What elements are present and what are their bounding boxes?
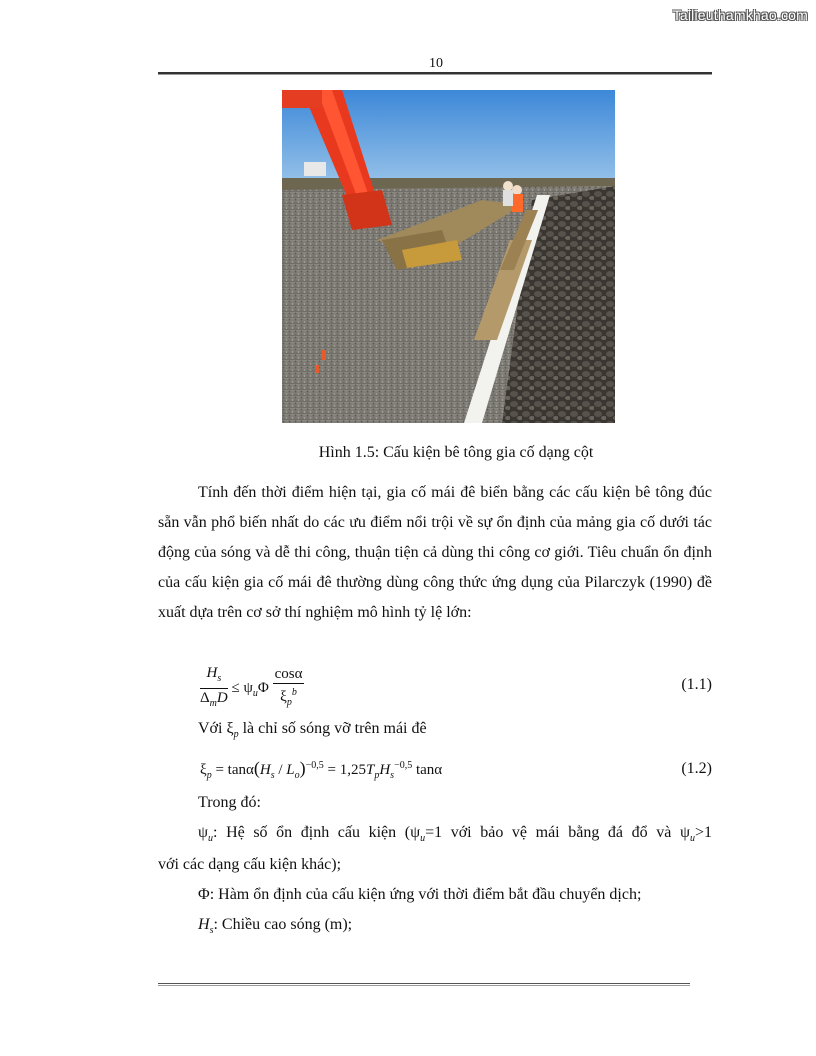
page-number: 10 [429,56,443,71]
equation-rhs-fraction: $\frac{\cos\alpha}{\xi_p^b}$ [274,666,303,708]
equation-lhs-fraction: $\frac{H_s}{\Delta_mD}$ [200,665,228,709]
definition-phi: Φ: Hàm ổn định của cấu kiện ứng với thời điểm bắt đầu chuyển dịch; [198,886,642,903]
trong-do-label: Trong đó: [198,794,261,811]
definition-psi-continuation: với các dạng cấu kiện khác); [158,856,342,873]
equation-number: (1.2) [681,760,712,777]
construction-photo-icon [282,90,615,423]
equation-1-2: $\xi_p = \tan\alpha(H_s / L_o)^{-0,5} = 1,25T_pH_s^{-0,5}$ tanα (1.2) [200,758,712,781]
line-voi: Với $\xi_p$ là chỉ số sóng vỡ trên mái đê [198,720,427,741]
paragraph: Tính đến thời điểm hiện tại, gia cố mái đê biển bằng các cấu kiện bê tông đúc sẵn vẫn phổ biến nhất do các ưu điểm nổi trội về sự ổn định của mảng gia cố dưới tác động của sóng và dễ thi công, thuận tiện cả dùng thi công cơ giới. Tiêu chuẩn ổn định của cấu kiện gia cố mái đê thường dùng công thức ứng dụng của Pilarczyk (1990) đề xuất dựa trên cơ sở thí nghiệm mô hình tỷ lệ lớn: [158,484,712,621]
footer-rule [158,983,690,986]
definition-hs: $H_s$: Chiều cao sóng (m); [198,916,353,937]
figure-caption: Hình 1.5: Cấu kiện bê tông gia cố dạng cột [318,444,594,461]
watermark: Tailieuthamkhao.com [672,7,808,23]
equation-number: (1.1) [681,676,712,693]
definition-psi: $\psi_u$: Hệ số ổn định cấu kiện ($\psi_u=1$ với bảo vệ mái bằng đá đổ và $\psi_u>1$ [198,824,712,845]
equation-1-1: $\frac{H_s}{\Delta_mD}$ ≤ $\psi_u\Phi$ $\frac{\cos\alpha}{\xi_p^b}$ (1.1) [158,662,712,706]
header-rule [158,72,712,75]
